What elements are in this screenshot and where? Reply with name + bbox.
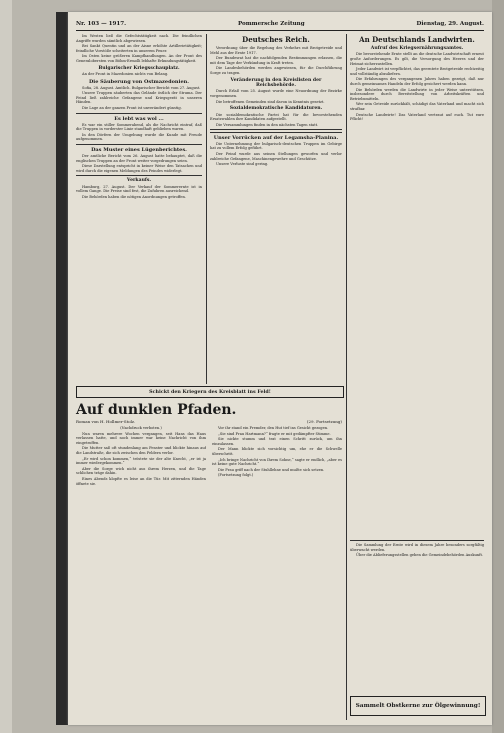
article-paragraph: Die Versammlungen finden in den nächsten Tagen statt. xyxy=(216,122,319,127)
serial-column-right xyxy=(212,426,342,714)
section-heading: Bulgarischer Kriegsschauplatz. xyxy=(98,65,180,71)
serial-paragraph: Nun waren mehrere Wochen vergangen, seit Hans das Haus verlassen hatte, und noch immer war keine Nachricht von ihm eingetroffen. xyxy=(76,431,206,445)
article-paragraph: Unsere Truppen säuberten das Gelände östlich der Struma. Der Feind ließ zahlreiche Gefangene und Kriegsgerät in unseren Händen. xyxy=(76,91,202,105)
article-paragraph: Die Behörden haben die nötigen Anordnungen getroffen. xyxy=(82,194,186,199)
article-paragraph: Die Landesbehörden werden angewiesen, für die Durchführung Sorge zu tragen. xyxy=(210,66,342,75)
article-subheadline: Aufruf des Kriegsernährungsamtes. xyxy=(370,46,464,51)
article-paragraph: Verordnung über die Regelung des Verkehrs mit Brotgetreide und Mehl aus der Ernte 1917. xyxy=(210,46,342,55)
serial-title: Auf dunklen Pfaden. xyxy=(76,402,237,418)
article-paragraph: Im Osten keine größeren Kampfhandlungen. An der Front des Generalobersten von Böhm-Ermolli lebhafte Erkundungstätigkeit. xyxy=(76,54,202,63)
column-3 xyxy=(350,34,484,534)
notice-box: Sammelt Obstkerne zur Ölgewinnung! xyxy=(350,696,486,716)
page-header xyxy=(76,18,484,31)
article-headline: Die Säuberung von Ostmazedonien. xyxy=(88,78,190,85)
serial-column-left xyxy=(76,426,206,714)
article-paragraph: Die Behörden werden die Landwirte in jeder Weise unterstützen, insbesondere durch Bereitstellung von Arbeitskräften und Betriebsmitteln. xyxy=(350,87,484,101)
divider xyxy=(210,129,342,133)
article-paragraph: In den Dörfern der Umgebung wurde die Kunde mit Freude aufgenommen. xyxy=(76,132,202,142)
serial-paragraph: (Fortsetzung folgt.) xyxy=(218,473,254,478)
paper-name: Pommersche Zeitung xyxy=(237,21,305,27)
article-paragraph: Jeder Landwirt ist verpflichtet, das geerntete Brotgetreide rechtzeitig und vollständig abzuliefern. xyxy=(350,67,484,76)
divider xyxy=(76,144,202,145)
article-headline: Es lebt was wol ... xyxy=(114,115,164,122)
serial-paragraph: Aber die Sorge wich nicht aus ihrem Herzen, und die Tage schlichen träge dahin. xyxy=(76,466,206,476)
issue-date: Dienstag, 29. August. xyxy=(416,21,484,27)
article-paragraph: Diese Darstellung entspricht in keiner Weise den Tatsachen und wird durch die eigenen Meldungen des Feindes widerlegt. xyxy=(76,164,202,173)
serial-note: (Nachdruck verboten.) xyxy=(120,426,162,430)
serial-columns xyxy=(76,426,342,714)
article-paragraph: Der Feind wurde aus seinen Stellungen geworfen und verlor zahlreiche Gefangene, Maschinengewehre und Geschütze. xyxy=(210,152,342,161)
serial-continued: (29. Fortsetzung) xyxy=(306,419,342,424)
section-heading: Sozialdemokratische Kandidaturen. xyxy=(229,106,323,112)
column-rule-1 xyxy=(206,34,207,384)
article-headline: Deutsches Reich. xyxy=(242,35,310,44)
article-paragraph: Im Westen ließ die Gefechtstätigkeit nach. Die feindlichen Angriffe wurden sämtlich abgewiesen. xyxy=(76,34,202,43)
article-paragraph: Wer sein Getreide zurückhält, schädigt das Vaterland und macht sich strafbar. xyxy=(350,102,484,111)
slogan-box: Schickt den Kriegern des Kreisblatt ins Feld! xyxy=(76,386,344,398)
article-paragraph: Bei Sankt Quentin und an der Aisne erhöhte Artillerietätigkeit; feindliche Vorstöße scheiterten in unserem Feuer. xyxy=(76,44,202,53)
serial-paragraph: Die Mutter saß oft stundenlang am Fenster und blickte hinaus auf die Landstraße, die sich zwischen den Feldern verlor. xyxy=(76,446,206,455)
feuilleton xyxy=(76,402,342,720)
divider xyxy=(76,175,202,176)
divider xyxy=(350,540,484,541)
article-headline: Das Muster eines Lügenberichtes. xyxy=(91,146,187,153)
serial-paragraph: „Sie sind Frau Hartmann?“ fragte er mit gedämpfter Stimme. xyxy=(218,431,331,436)
serial-paragraph: „Ich bringe Nachricht von Ihrem Sohne,“ sagte er endlich, „aber es ist keine gute Nachricht.“ xyxy=(212,457,342,467)
article-paragraph: Unsere Verluste sind gering. xyxy=(216,162,269,167)
serial-author: Roman von H. Hollmer-Stolz. xyxy=(76,419,136,424)
article-paragraph: Der amtliche Bericht vom 26. August hatte behauptet, daß die englischen Truppen an der Front weiter vorgedrungen seien. xyxy=(76,153,202,163)
article-paragraph: Durch Erlaß vom 25. August wurde eine Neuordnung der Bezirke vorgenommen. xyxy=(210,89,342,98)
binding-strip xyxy=(56,12,68,725)
article-paragraph: Der Bundesrat hat die nachfolgenden Bestimmungen erlassen, die mit dem Tage der Verkündung in Kraft treten. xyxy=(210,56,342,65)
article-paragraph: Die sozialdemokratische Partei hat für die bevorstehenden Ersatzwahlen ihre Kandidaten aufgestellt. xyxy=(210,112,342,122)
article-paragraph: Die Erfahrungen des vergangenen Jahres haben gezeigt, daß nur durch gemeinsames Handeln der Erfolg gesichert werden kann. xyxy=(350,77,484,86)
serial-paragraph: Die Frau griff nach der Stuhllehne und mußte sich setzen. xyxy=(218,467,325,472)
article-headline: An Deutschlands Landwirten. xyxy=(359,35,475,44)
scan-margin-right xyxy=(492,0,504,733)
article-paragraph: Die Sammlung der Ernte wird in diesem Jahre besonders sorgfältig überwacht werden. xyxy=(350,543,484,552)
serial-byline xyxy=(76,419,342,424)
newspaper-page xyxy=(68,12,492,725)
section-heading: Veränderung in den Kreislisten der Reichsbehörde. xyxy=(230,77,322,88)
article-paragraph: Deutsche Landwirte! Das Vaterland vertraut auf euch. Tut eure Pflicht! xyxy=(350,112,484,122)
section-heading: Verkaufs. xyxy=(126,178,152,184)
article-paragraph: Sofia, 28. August. Amtlich. Bulgarischer Bericht vom 27. August. xyxy=(82,85,201,90)
column-3-lower xyxy=(350,538,484,688)
article-paragraph: Die Lage an der ganzen Front ist unverändert günstig. xyxy=(82,105,182,110)
article-paragraph: Es war ein stiller Sommerabend, als die Nachricht eintraf, daß die Truppen in vorderster Linie standhaft geblieben waren. xyxy=(76,122,202,132)
article-headline: Unser Vorrücken auf der Legamsha-Planina. xyxy=(213,134,339,141)
column-1 xyxy=(76,34,202,384)
article-paragraph: Über die Ablieferungsstellen geben die Gemeindebehörden Auskunft. xyxy=(356,553,484,558)
article-paragraph: Die Unternehmung der bulgarisch-deutschen Truppen im Gebirge hat zu vollem Erfolg geführt. xyxy=(210,141,342,151)
issue-number: Nr. 103 — 1917. xyxy=(76,21,127,27)
serial-paragraph: Eines Abends klopfte es leise an die Tür. Mit zitternden Händen öffnete sie. xyxy=(76,476,206,486)
scan-margin-left xyxy=(0,0,12,733)
serial-paragraph: Vor ihr stand ein Fremder, den Hut tief ins Gesicht gezogen. xyxy=(218,426,329,430)
article-paragraph: An der Front in Mazedonien nichts von Belang. xyxy=(82,71,169,76)
column-rule-2 xyxy=(346,34,347,720)
article-paragraph: Die bevorstehende Ernte stellt an die deutsche Landwirtschaft erneut große Anforderungen. Es gilt, die Versorgung des Heeres und der Heimat sicherzustellen. xyxy=(350,52,484,66)
serial-paragraph: „Er wird schon kommen,“ tröstete sie der alte Knecht, „er ist ja immer wiedergekommen.“ xyxy=(76,456,206,466)
article-paragraph: Hamburg, 27. August. Der Verkauf der Sommerernte ist in vollem Gange. Die Preise sind fest, die Zufuhren ausreichend. xyxy=(76,184,202,194)
serial-paragraph: Der Mann blickte sich vorsichtig um, ehe er die Schwelle überschritt. xyxy=(212,447,342,456)
serial-paragraph: Sie nickte stumm und trat einen Schritt zurück, um ihn einzulassen. xyxy=(212,437,342,446)
column-2 xyxy=(210,34,342,384)
article-paragraph: Die betroffenen Gemeinden sind davon in Kenntnis gesetzt. xyxy=(216,99,325,104)
divider xyxy=(76,113,202,114)
